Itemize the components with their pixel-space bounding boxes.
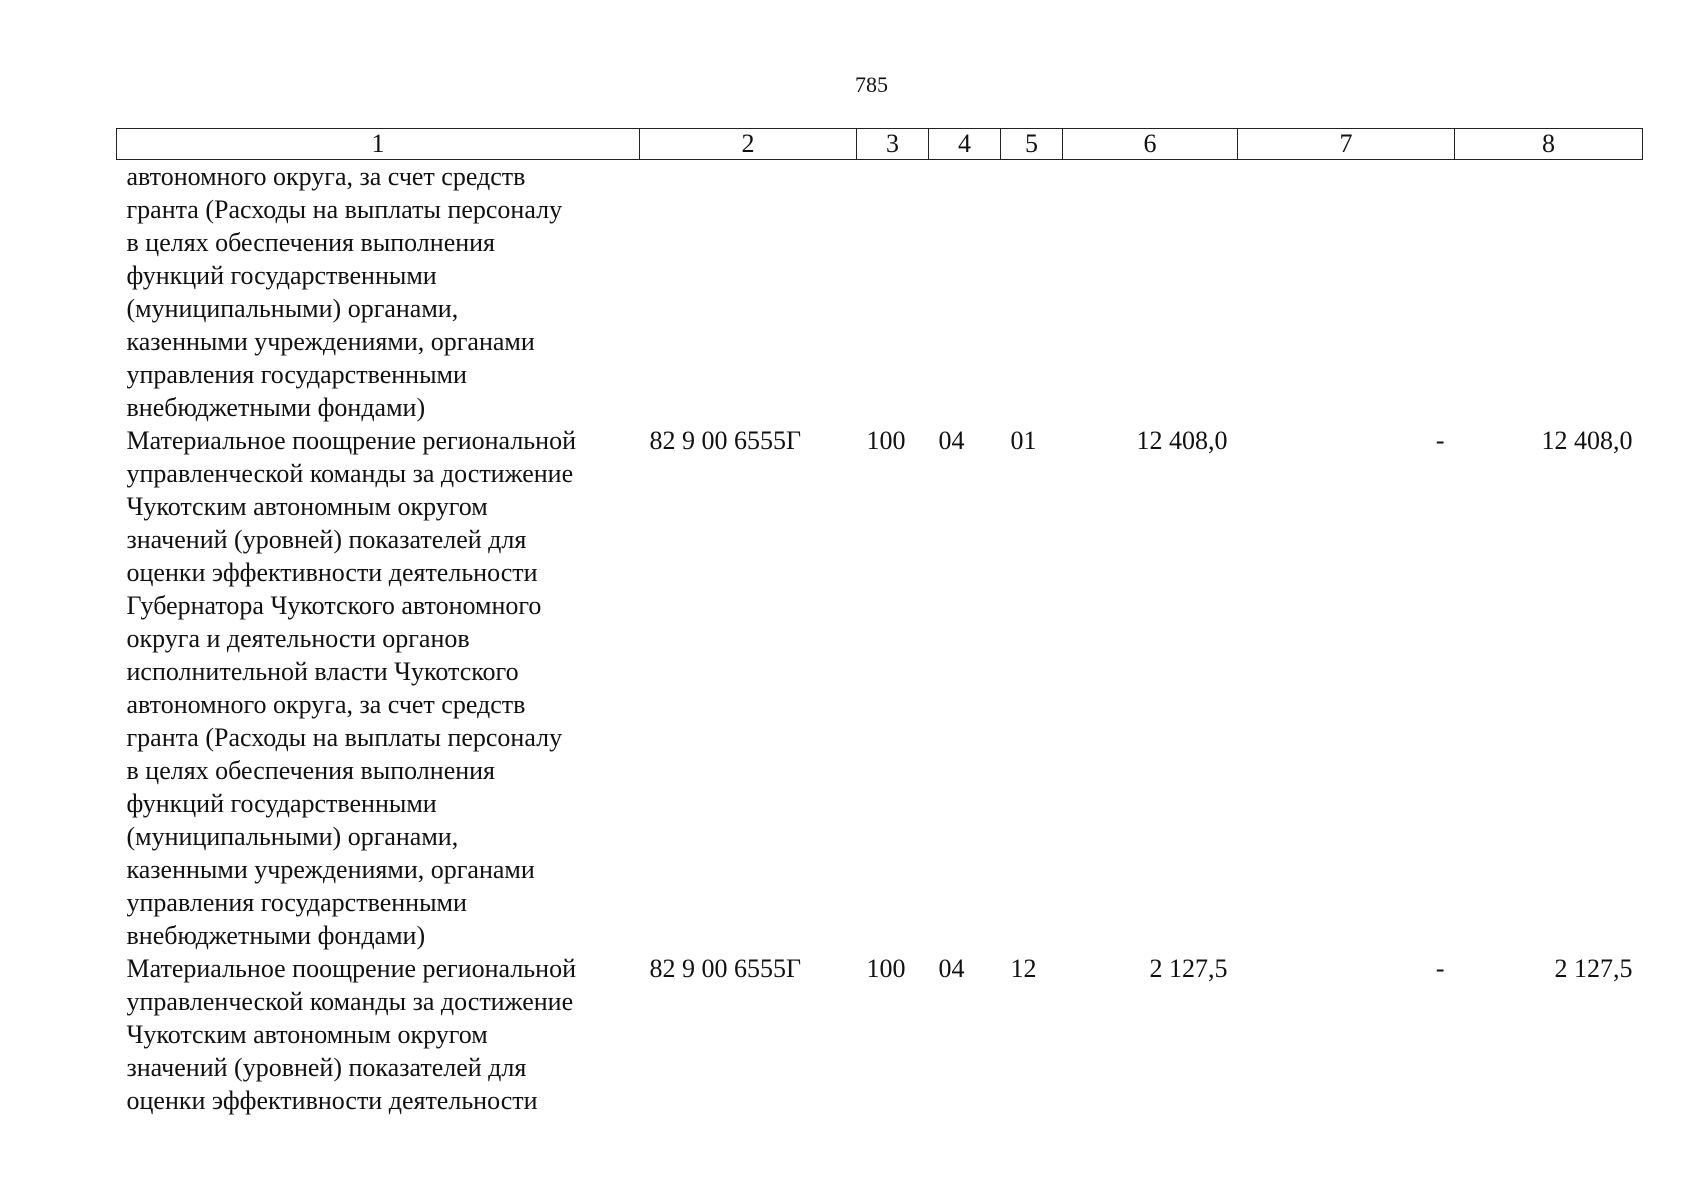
table-row [117,424,1643,952]
description-line: Материальное поощрение региональной [126,954,576,983]
column-header-7: 7 [1238,129,1455,160]
change-cell: - [1435,426,1445,455]
description-line: (муниципальными) органами, [126,822,459,851]
description-line: Чукотским автономным округом [126,1020,488,1049]
amount-cell: 12 408,0 [1136,426,1228,455]
column-header-3: 3 [857,129,929,160]
description-line: управления государственными [126,888,467,917]
amount-cell [1063,160,1238,425]
description-line: управленческой команды за достижение [126,987,574,1016]
description-line: исполнительной власти Чукотского [126,657,519,686]
column-header-4: 4 [929,129,1001,160]
description-line: округа и деятельности органов [126,624,470,653]
description-line: внебюджетными фондами) [126,393,426,422]
table-row [117,160,1643,425]
table-header [117,129,1643,160]
description-line: в целях обеспечения выполнения [126,228,496,257]
description-line: гранта (Расходы на выплаты персоналу [126,723,563,752]
expense-type-cell: 100 [866,954,906,983]
description-cell [117,160,640,425]
description-line: функций государственными [126,261,437,290]
budget-code-cell [640,160,857,425]
section-cell: 04 [938,954,965,983]
description-line: автономного округа, за счет средств [126,690,526,719]
amount-cell: 2 127,5 [1149,954,1228,983]
change-cell [1238,160,1455,425]
description-line: казенными учреждениями, органами [126,855,535,884]
description-line: управленческой команды за достижение [126,459,574,488]
expense-type-cell [857,160,929,425]
column-header-6: 6 [1063,129,1238,160]
change-cell: - [1435,954,1445,983]
subsection-cell: 01 [1010,426,1037,455]
table-body [117,160,1643,1118]
description-line: оценки эффективности деятельности [126,558,538,587]
description-line: функций государственными [126,789,437,818]
description-line: (муниципальными) органами, [126,294,459,323]
total-cell [1455,160,1643,425]
description-line: Губернатора Чукотского автономного [126,591,542,620]
description-line: Чукотским автономным округом [126,492,488,521]
description-line: оценки эффективности деятельности [126,1086,538,1115]
description-cell [117,424,640,952]
subsection-cell: 12 [1010,954,1037,983]
description-cell [117,952,640,1117]
description-line: внебюджетными фондами) [126,921,426,950]
section-cell: 04 [938,426,965,455]
budget-code-cell: 82 9 00 6555Г [649,954,802,983]
page-number: 785 [855,72,888,97]
description-line: автономного округа, за счет средств [126,162,526,191]
description-line: казенными учреждениями, органами [126,327,535,356]
description-line: значений (уровней) показателей для [126,1053,527,1082]
total-cell: 2 127,5 [1554,954,1633,983]
section-cell [929,160,1001,425]
description-line: в целях обеспечения выполнения [126,756,496,785]
description-line: Материальное поощрение региональной [126,426,576,455]
description-line: значений (уровней) показателей для [126,525,527,554]
column-header-1: 1 [117,129,640,160]
subsection-cell [1001,160,1063,425]
budget-code-cell: 82 9 00 6555Г [649,426,802,455]
description-line: гранта (Расходы на выплаты персоналу [126,195,563,224]
column-header-8: 8 [1455,129,1643,160]
column-header-2: 2 [640,129,857,160]
column-header-5: 5 [1001,129,1063,160]
expense-type-cell: 100 [866,426,906,455]
table-row [117,952,1643,1117]
total-cell: 12 408,0 [1541,426,1633,455]
budget-table [116,128,1643,1117]
description-line: управления государственными [126,360,467,389]
header-row [117,129,1643,160]
